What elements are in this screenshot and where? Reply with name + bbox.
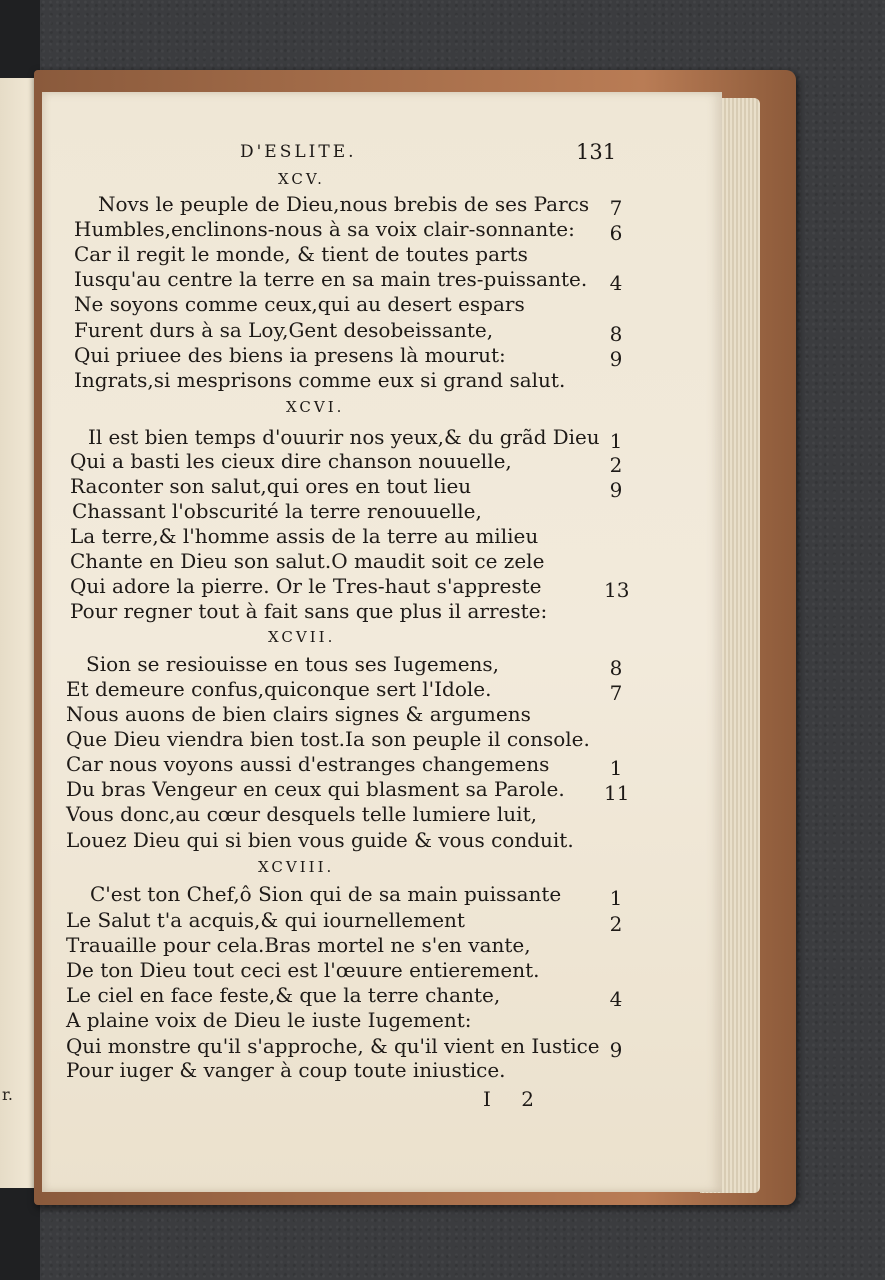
verse-line: La terre,& l'homme assis de la terre au milieu [70,524,539,548]
verse-reference-number: 7 [609,681,623,705]
verse-line: Qui adore la pierre. Or le Tres-haut s'appreste [70,574,542,598]
verse-reference-number: 1 [609,886,623,910]
psalm-number: XCVI. [286,398,345,416]
running-head: D'ESLITE. [240,142,357,162]
verse-line: Qui a basti les cieux dire chanson nouuelle, [70,449,512,473]
verse-line: Ingrats,si mesprisons comme eux si grand salut. [74,368,566,392]
psalm-number: XCVIII. [258,858,335,876]
verse-line: Pour iuger & vanger à coup toute iniustice. [66,1058,506,1082]
verse-line: Que Dieu viendra bien tost.Ia son peuple il console. [66,727,590,751]
verse-reference-number: 2 [609,453,623,477]
page-number: 131 [576,140,617,164]
psalm-number: XCV. [278,170,325,188]
verse-reference-number: 4 [609,271,623,295]
verse-reference-number: 7 [609,196,623,220]
verse-line: Sion se resiouisse en tous ses Iugemens, [86,652,500,676]
verse-reference-number: 8 [609,656,623,680]
verse-reference-number: 4 [609,987,623,1011]
verse-reference-number: 2 [609,912,623,936]
verse-line: Le Salut t'a acquis,& qui iournellement [66,908,465,932]
psalm-number: XCVII. [268,628,336,646]
verse-line: Iusqu'au centre la terre en sa main tres-puissante. [74,267,588,291]
verse-line: Vous donc,au cœur desquels telle lumiere luit, [66,802,537,826]
verse-line: Qui priuee des biens ia presens là mourut: [74,343,506,367]
verse-line: Car nous voyons aussi d'estranges changemens [66,752,550,776]
verse-line: Chassant l'obscurité la terre renouuelle, [72,499,482,523]
verse-reference-number: 6 [609,221,623,245]
verse-reference-number: 1 [609,756,623,780]
verse-line: Humbles,enclinons-nous à sa voix clair-sonnante: [74,217,575,241]
verse-line: Du bras Vengeur en ceux qui blasment sa Parole. [66,777,565,801]
verse-line: Pour regner tout à fait sans que plus il arreste: [70,599,548,623]
verse-line: Trauaille pour cela.Bras mortel ne s'en vante, [66,933,531,957]
verse-line: Novs le peuple de Dieu,nous brebis de ses Parcs [98,192,590,216]
verse-line: Ne soyons comme ceux,qui au desert espars [74,292,525,316]
facing-page-fragment: r. [2,1085,13,1104]
signature-mark: I 2 [483,1087,546,1111]
verse-line: C'est ton Chef,ô Sion qui de sa main puissante [90,882,562,906]
verse-line: Furent durs à sa Loy,Gent desobeissante, [74,318,494,342]
verse-line: Le ciel en face feste,& que la terre chante, [66,983,501,1007]
verse-reference-number: 9 [609,1038,623,1062]
verse-line: Car il regit le monde, & tient de toutes parts [74,242,528,266]
verse-reference-number: 11 [604,781,630,805]
verse-line: A plaine voix de Dieu le iuste Iugement: [66,1008,472,1032]
verse-line: Raconter son salut,qui ores en tout lieu [70,474,472,498]
verse-reference-number: 8 [609,322,623,346]
verse-reference-number: 9 [609,347,623,371]
verse-line: Nous auons de bien clairs signes & argumens [66,702,531,726]
verse-reference-number: 9 [609,478,623,502]
verse-line: Et demeure confus,quiconque sert l'Idole. [66,677,492,701]
verse-line: Il est bien temps d'ouurir nos yeux,& du grãd Dieu [88,425,600,449]
verse-line: Louez Dieu qui si bien vous guide & vous conduit. [66,828,574,852]
verse-reference-number: 13 [604,578,630,602]
verse-line: Chante en Dieu son salut.O maudit soit ce zele [70,549,545,573]
verse-line: De ton Dieu tout ceci est l'œuure entierement. [66,958,540,982]
verse-reference-number: 1 [609,429,623,453]
verse-line: Qui monstre qu'il s'approche, & qu'il vient en Iustice [66,1034,600,1058]
